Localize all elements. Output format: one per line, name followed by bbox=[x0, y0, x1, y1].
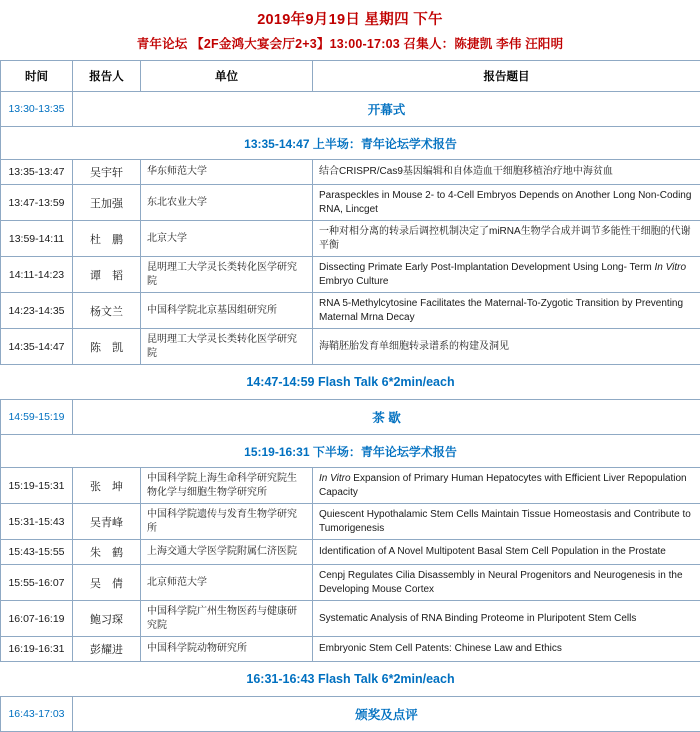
talk-affiliation: 北京师范大学 bbox=[141, 565, 313, 601]
table-row bbox=[1, 329, 700, 365]
topic-italic-segment: In Vitro bbox=[655, 262, 687, 273]
talk-speaker: 吴 倩 bbox=[73, 565, 141, 601]
talk-speaker: 吴宇轩 bbox=[73, 160, 141, 185]
talk-time: 15:19-15:31 bbox=[1, 468, 73, 504]
talk-speaker: 杜 鹏 bbox=[73, 221, 141, 257]
table-row bbox=[1, 504, 700, 540]
talk-speaker: 张 坤 bbox=[73, 468, 141, 504]
talk-time: 14:23-14:35 bbox=[1, 293, 73, 329]
talk-time: 16:07-16:19 bbox=[1, 601, 73, 637]
column-header-affiliation: 单位 bbox=[141, 61, 313, 92]
talk-topic: 结合CRISPR/Cas9基因编辑和自体造血干细胞移植治疗地中海贫血 bbox=[313, 160, 700, 185]
talk-time: 15:55-16:07 bbox=[1, 565, 73, 601]
banner-time: 16:43-17:03 bbox=[1, 697, 73, 732]
banner-label: 开幕式 bbox=[73, 92, 700, 127]
talk-affiliation: 华东师范大学 bbox=[141, 160, 313, 185]
flash-talk-label: 14:47-14:59 Flash Talk 6*2min/each bbox=[1, 365, 700, 400]
table-row bbox=[1, 160, 700, 185]
talk-affiliation: 中国科学院上海生命科学研究院生物化学与细胞生物学研究所 bbox=[141, 468, 313, 504]
schedule-banner-row bbox=[1, 400, 700, 435]
talk-topic: Embryonic Stem Cell Patents: Chinese Law and Ethics bbox=[313, 637, 700, 662]
talk-time: 16:19-16:31 bbox=[1, 637, 73, 662]
table-row bbox=[1, 468, 700, 504]
talk-topic: Paraspeckles in Mouse 2- to 4-Cell Embryos Depends on Another Long Non-Coding RNA, Lincget bbox=[313, 185, 700, 221]
banner-label: 颁奖及点评 bbox=[73, 697, 700, 732]
talk-topic: Quiescent Hypothalamic Stem Cells Maintain Tissue Homeostasis and Contribute to Tumorigenesis bbox=[313, 504, 700, 540]
page-title: 2019年9月19日 星期四 下午 bbox=[0, 0, 700, 34]
talk-topic: 海鞘胚胎发育单细胞转录谱系的构建及洞见 bbox=[313, 329, 700, 365]
talk-speaker: 吴青峰 bbox=[73, 504, 141, 540]
talk-affiliation: 中国科学院动物研究所 bbox=[141, 637, 313, 662]
talk-speaker: 王加强 bbox=[73, 185, 141, 221]
talk-affiliation: 中国科学院北京基因组研究所 bbox=[141, 293, 313, 329]
table-row bbox=[1, 221, 700, 257]
talk-speaker: 彭耀进 bbox=[73, 637, 141, 662]
talk-time: 14:35-14:47 bbox=[1, 329, 73, 365]
table-header-row bbox=[1, 61, 700, 92]
column-header-time: 时间 bbox=[1, 61, 73, 92]
talk-affiliation: 北京大学 bbox=[141, 221, 313, 257]
talk-affiliation: 东北农业大学 bbox=[141, 185, 313, 221]
banner-label: 茶 歇 bbox=[73, 400, 700, 435]
flash-talk-row bbox=[1, 365, 700, 400]
talk-topic: Cenpj Regulates Cilia Disassembly in Neural Progenitors and Neurogenesis in the Developing Mouse Cortex bbox=[313, 565, 700, 601]
table-row bbox=[1, 257, 700, 293]
talk-affiliation: 昆明理工大学灵长类转化医学研究院 bbox=[141, 329, 313, 365]
table-row bbox=[1, 601, 700, 637]
talk-affiliation: 昆明理工大学灵长类转化医学研究院 bbox=[141, 257, 313, 293]
talk-time: 13:47-13:59 bbox=[1, 185, 73, 221]
section-label: 15:19-16:31 下半场：青年论坛学术报告 bbox=[1, 435, 700, 468]
section-label: 13:35-14:47 上半场：青年论坛学术报告 bbox=[1, 127, 700, 160]
topic-text-segment: Embryo Culture bbox=[319, 276, 388, 287]
talk-affiliation: 中国科学院广州生物医药与健康研究院 bbox=[141, 601, 313, 637]
talk-speaker: 鲍习琛 bbox=[73, 601, 141, 637]
talk-affiliation: 上海交通大学医学院附属仁济医院 bbox=[141, 540, 313, 565]
table-row bbox=[1, 293, 700, 329]
talk-speaker: 陈 凯 bbox=[73, 329, 141, 365]
schedule-section-row bbox=[1, 127, 700, 160]
talk-topic: Systematic Analysis of RNA Binding Proteome in Pluripotent Stem Cells bbox=[313, 601, 700, 637]
talk-topic bbox=[313, 468, 700, 504]
banner-time: 13:30-13:35 bbox=[1, 92, 73, 127]
talk-time: 15:43-15:55 bbox=[1, 540, 73, 565]
flash-talk-label: 16:31-16:43 Flash Talk 6*2min/each bbox=[1, 662, 700, 697]
table-row bbox=[1, 565, 700, 601]
talk-time: 13:35-13:47 bbox=[1, 160, 73, 185]
talk-topic: 一种对相分离的转录后调控机制决定了miRNA生物学合成并调节多能性干细胞的代谢平衡 bbox=[313, 221, 700, 257]
talk-speaker: 杨文兰 bbox=[73, 293, 141, 329]
topic-text-segment: Expansion of Primary Human Hepatocytes with Efficient Liver Repopulation Capacity bbox=[319, 473, 687, 498]
talk-affiliation: 中国科学院遗传与发育生物学研究所 bbox=[141, 504, 313, 540]
schedule-section-row bbox=[1, 435, 700, 468]
column-header-topic: 报告题目 bbox=[313, 61, 700, 92]
talk-time: 15:31-15:43 bbox=[1, 504, 73, 540]
talk-topic bbox=[313, 257, 700, 293]
talk-time: 14:11-14:23 bbox=[1, 257, 73, 293]
talk-speaker: 朱 鹤 bbox=[73, 540, 141, 565]
flash-talk-row bbox=[1, 662, 700, 697]
talk-topic: Identification of A Novel Multipotent Basal Stem Cell Population in the Prostate bbox=[313, 540, 700, 565]
table-row bbox=[1, 185, 700, 221]
column-header-speaker: 报告人 bbox=[73, 61, 141, 92]
topic-italic-segment: In Vitro bbox=[319, 473, 351, 484]
topic-text-segment: Dissecting Primate Early Post-Implantation Development Using Long- Term bbox=[319, 262, 655, 273]
table-header bbox=[1, 61, 700, 92]
schedule-banner-row bbox=[1, 92, 700, 127]
talk-speaker: 谭 韬 bbox=[73, 257, 141, 293]
schedule-banner-row bbox=[1, 697, 700, 732]
schedule-table bbox=[0, 60, 700, 732]
banner-time: 14:59-15:19 bbox=[1, 400, 73, 435]
talk-time: 13:59-14:11 bbox=[1, 221, 73, 257]
table-row bbox=[1, 540, 700, 565]
table-body bbox=[1, 92, 700, 732]
table-row bbox=[1, 637, 700, 662]
forum-subtitle: 青年论坛 【2F金鸿大宴会厅2+3】13:00-17:03 召集人：陈捷凯 李伟 汪阳明 bbox=[0, 34, 700, 60]
talk-topic: RNA 5-Methylcytosine Facilitates the Maternal-To-Zygotic Transition by Preventing Maternal Mrna Decay bbox=[313, 293, 700, 329]
